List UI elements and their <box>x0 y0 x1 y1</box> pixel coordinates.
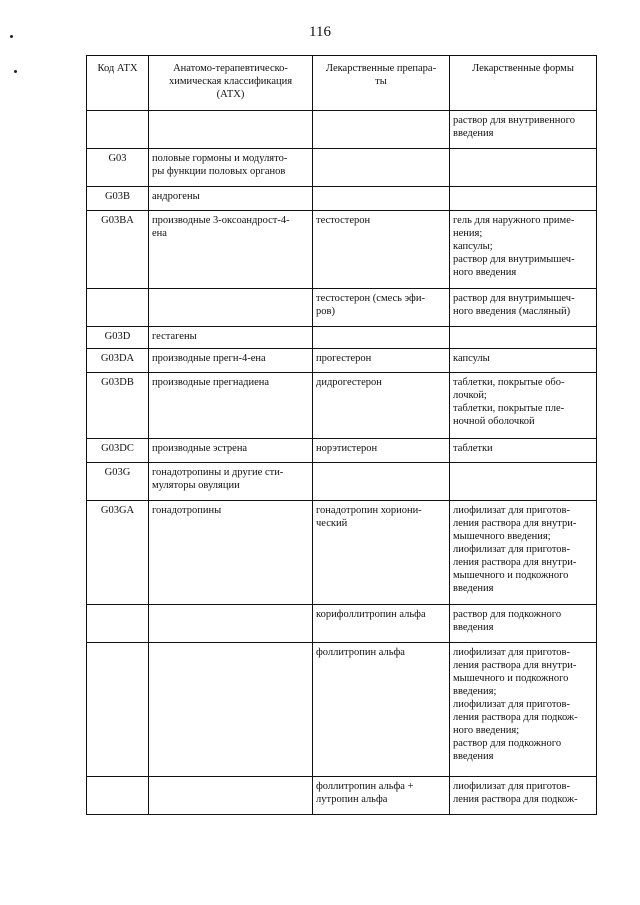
form-cell: раствор для внутримышеч- ного введения (масляный) <box>450 289 597 327</box>
table-row <box>87 211 597 289</box>
drug-cell <box>313 111 450 149</box>
drug-cell: дидрогестерон <box>313 373 450 439</box>
drug-cell: прогестерон <box>313 349 450 373</box>
classification-cell: гонадотропины и другие сти- муляторы овуляции <box>149 463 313 501</box>
table-row <box>87 289 597 327</box>
form-cell: раствор для внутривенного введения <box>450 111 597 149</box>
column-header-code: Код АТХ <box>87 56 149 111</box>
classification-cell: производные прегн-4-ена <box>149 349 313 373</box>
code-cell: G03DA <box>87 349 149 373</box>
classification-cell <box>149 643 313 777</box>
code-cell: G03GA <box>87 501 149 605</box>
drug-cell: гонадотропин хориони- ческий <box>313 501 450 605</box>
margin-dot <box>14 70 17 73</box>
drug-cell <box>313 463 450 501</box>
drug-cell: норэтистерон <box>313 439 450 463</box>
table-row <box>87 439 597 463</box>
code-cell: G03DC <box>87 439 149 463</box>
form-cell: лиофилизат для приготов- ления раствора для внутри- мышечного и подкожного введения; лиофилизат для приготов- ления раствора для подкож- ного введения; раствор для подкожного введения <box>450 643 597 777</box>
form-cell <box>450 463 597 501</box>
code-cell <box>87 289 149 327</box>
drug-cell: фоллитропин альфа + лутропин альфа <box>313 777 450 815</box>
column-header-classification: Анатомо-терапевтическо- химическая классификация (АТХ) <box>149 56 313 111</box>
classification-cell: андрогены <box>149 187 313 211</box>
table-row <box>87 463 597 501</box>
form-cell: гель для наружного приме- нения; капсулы; раствор для внутримышеч- ного введения <box>450 211 597 289</box>
form-cell: таблетки, покрытые обо- лочкой; таблетки, покрытые пле- ночной оболочкой <box>450 373 597 439</box>
code-cell <box>87 605 149 643</box>
drug-cell <box>313 187 450 211</box>
form-cell: раствор для подкожного введения <box>450 605 597 643</box>
classification-cell: производные эстрена <box>149 439 313 463</box>
classification-cell: гестагены <box>149 327 313 349</box>
table-row <box>87 777 597 815</box>
form-cell <box>450 327 597 349</box>
page-number: 116 <box>309 24 331 40</box>
table-row <box>87 149 597 187</box>
form-cell <box>450 187 597 211</box>
classification-cell: производные прегнадиена <box>149 373 313 439</box>
atx-table <box>86 55 597 815</box>
table-row <box>87 327 597 349</box>
table-row <box>87 643 597 777</box>
form-cell: лиофилизат для приготов- ления раствора для подкож- <box>450 777 597 815</box>
code-cell: G03B <box>87 187 149 211</box>
code-cell <box>87 111 149 149</box>
table-row <box>87 111 597 149</box>
form-cell: лиофилизат для приготов- ления раствора для внутри- мышечного введения; лиофилизат для приготов- ления раствора для внутри- мышечного и подкожного введения <box>450 501 597 605</box>
classification-cell <box>149 111 313 149</box>
classification-cell: половые гормоны и модулято- ры функции половых органов <box>149 149 313 187</box>
table-row <box>87 501 597 605</box>
code-cell: G03D <box>87 327 149 349</box>
code-cell <box>87 777 149 815</box>
code-cell: G03G <box>87 463 149 501</box>
code-cell: G03DB <box>87 373 149 439</box>
classification-cell <box>149 605 313 643</box>
drug-cell: корифоллитропин альфа <box>313 605 450 643</box>
classification-cell: производные 3-оксоандрост-4- ена <box>149 211 313 289</box>
classification-cell <box>149 777 313 815</box>
classification-cell: гонадотропины <box>149 501 313 605</box>
table-row <box>87 187 597 211</box>
drug-cell <box>313 327 450 349</box>
drug-cell: фоллитропин альфа <box>313 643 450 777</box>
column-header-drugs: Лекарственные препара- ты <box>313 56 450 111</box>
drug-cell: тестостерон (смесь эфи- ров) <box>313 289 450 327</box>
classification-cell <box>149 289 313 327</box>
drug-cell: тестостерон <box>313 211 450 289</box>
table-row <box>87 373 597 439</box>
drug-cell <box>313 149 450 187</box>
table-row <box>87 349 597 373</box>
form-cell <box>450 149 597 187</box>
form-cell: таблетки <box>450 439 597 463</box>
form-cell: капсулы <box>450 349 597 373</box>
column-header-forms: Лекарственные формы <box>450 56 597 111</box>
code-cell: G03BA <box>87 211 149 289</box>
table-row <box>87 605 597 643</box>
margin-dot <box>10 35 13 38</box>
code-cell: G03 <box>87 149 149 187</box>
header-row <box>87 56 597 111</box>
code-cell <box>87 643 149 777</box>
